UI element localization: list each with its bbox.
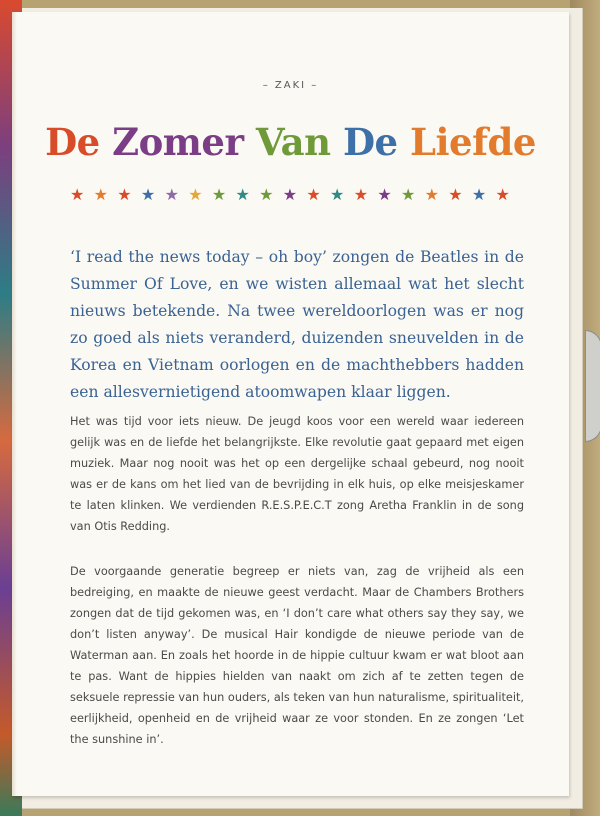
star-icon: ★: [164, 185, 179, 204]
page-title: [12, 120, 569, 164]
star-icon: ★: [400, 185, 416, 204]
star-icon: ★: [117, 185, 132, 204]
star-icon: ★: [424, 185, 439, 204]
body-paragraph: De voorgaande generatie begreep er niets van, zag de vrijheid als een bedreiging, en maakte de nieuwe geest verdacht. Maar de Chambers Brothers zongen dat de tijd gekomen was, en ‘I don’t care what others say they say, we don’t listen anyway’. De musical Hair kondigde de nieuwe periode van de Waterman aan. En zoals het hoorde in de hippie cultuur kwam er wat bloot aan te pas. Want de hippies hielden van naakt om zich af te zetten tegen de seksuele repressie van hun ouders, als teken van hun naturalisme, spiritualiteit, eerlijkheid, openheid en de vrijheid waar ze voor stonden. En ze zongen ‘Let the sunshine in’.: [70, 565, 524, 746]
star-divider: [70, 184, 510, 206]
star-icon: ★: [377, 185, 392, 204]
star-icon: ★: [330, 185, 345, 204]
title-word: Van: [255, 120, 331, 164]
star-icon: ★: [140, 185, 156, 204]
disc-edge: [585, 330, 600, 442]
title-word: De: [342, 120, 398, 164]
title-word: Liefde: [409, 120, 536, 164]
star-icon: ★: [235, 185, 250, 204]
author-line: – ZAKI –: [262, 80, 319, 91]
star-icon: ★: [448, 185, 463, 204]
title-word: De: [45, 120, 100, 164]
star-icon: ★: [259, 185, 274, 204]
star-icon: ★: [471, 185, 487, 204]
star-icon: ★: [353, 185, 369, 204]
lead-paragraph: ‘I read the news today – oh boy’ zongen de Beatles in de Summer Of Love, en we wisten allemaal wat het slecht nieuws betekende. Na twee wereldoorlogen was er nog zo goed als niets veranderd, duizenden sneuvelden in de Korea en Vietnam oorlogen en de machthebbers hadden een allesvernietigend atoomwapen klaar liggen.: [70, 248, 524, 401]
body-paragraph: Het was tijd voor iets nieuw. De jeugd koos voor een wereld waar iedereen gelijk was en de liefde het belangrijkste. Elke revolutie gaat gepaard met eigen muziek. Maar nog nooit was het op een dergelijke schaal gebeurd, nog nooit was er de kans om het lied van de bevrijding in elk huis, op elke meisjeskamer te laten klinken. We verdienden R.E.S.P.E.C.T zong Aretha Franklin in de song van Otis Redding.: [70, 415, 524, 533]
title-word: Zomer: [112, 120, 244, 164]
star-icon: ★: [188, 185, 203, 204]
star-icon: ★: [70, 185, 85, 204]
star-icon: ★: [495, 185, 510, 204]
star-icon: ★: [282, 185, 298, 204]
star-icon: ★: [211, 185, 227, 204]
star-icon: ★: [306, 185, 321, 204]
booklet-page: [12, 12, 569, 796]
star-icon: ★: [93, 185, 108, 204]
